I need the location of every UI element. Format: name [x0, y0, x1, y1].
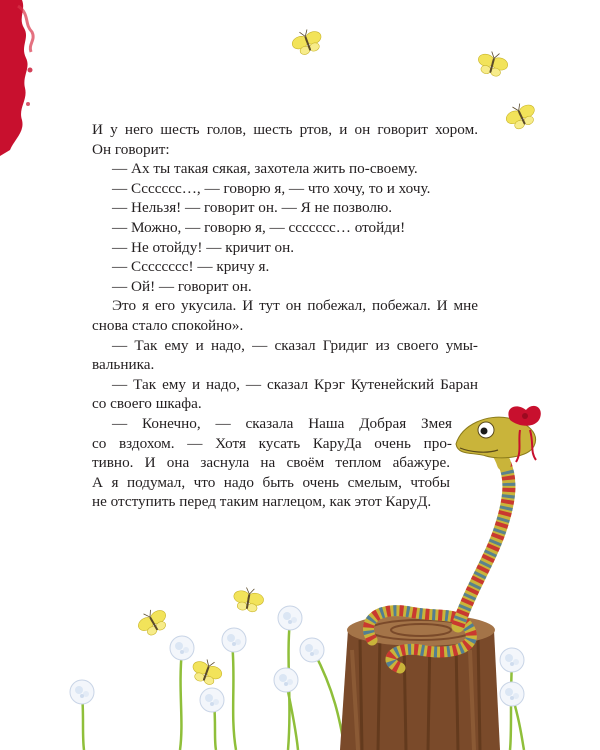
- butterfly-icon: [232, 586, 266, 614]
- text-line: снова стало спокойно».: [92, 316, 244, 334]
- butterfly-icon: [502, 99, 539, 133]
- text-line: — Конечно, — сказала Наша Добрая Змея: [112, 414, 452, 432]
- text-line: И у него шесть голов, шесть ртов, и он говорит хором.: [92, 121, 478, 138]
- text-line: — Ссссссс…, — говорю я, — что хочу, то и хочу.: [112, 179, 431, 197]
- text-line: со вздохом. — Хотя кусать КаруДа очень про-: [92, 434, 452, 452]
- text-line: — Ой! — говорит он.: [112, 277, 252, 295]
- text-line: тивно. И она заснула на своём теплом абажуре.: [92, 454, 450, 472]
- butterfly-icon: [475, 49, 510, 79]
- text-line: со своего шкафа.: [92, 395, 202, 413]
- text-line: Это я его укусила. И тут он побежал, побежал. И мне: [112, 297, 478, 315]
- butterfly-icon: [134, 604, 171, 639]
- text-line: — Нельзя! — говорит он. — Я не позволю.: [112, 199, 393, 217]
- butterfly-icon: [289, 26, 325, 58]
- text-line: не отступить перед таким наглецом, как этот КаруД.: [92, 493, 432, 511]
- text-line: — Ах ты такая сякая, захотела жить по-своему.: [112, 160, 418, 178]
- text-line: вальника.: [92, 356, 155, 374]
- text-line: А я подумал, что надо быть очень смелым, чтобы: [92, 473, 450, 491]
- text-line: — Сссссссс! — кричу я.: [112, 258, 270, 276]
- text-line: — Так ему и надо, — сказал Гридиг из своего умы-: [112, 336, 478, 354]
- text-line: — Не отойду! — кричит он.: [112, 238, 295, 256]
- text-line: — Так ему и надо, — сказал Крэг Кутенейский Баран: [112, 375, 478, 393]
- text-line: — Можно, — говорю я, — ссссссс… отойди!: [112, 218, 406, 236]
- story-text: [92, 120, 478, 512]
- text-line: Он говорит:: [92, 140, 170, 158]
- butterfly-icon: [189, 656, 225, 688]
